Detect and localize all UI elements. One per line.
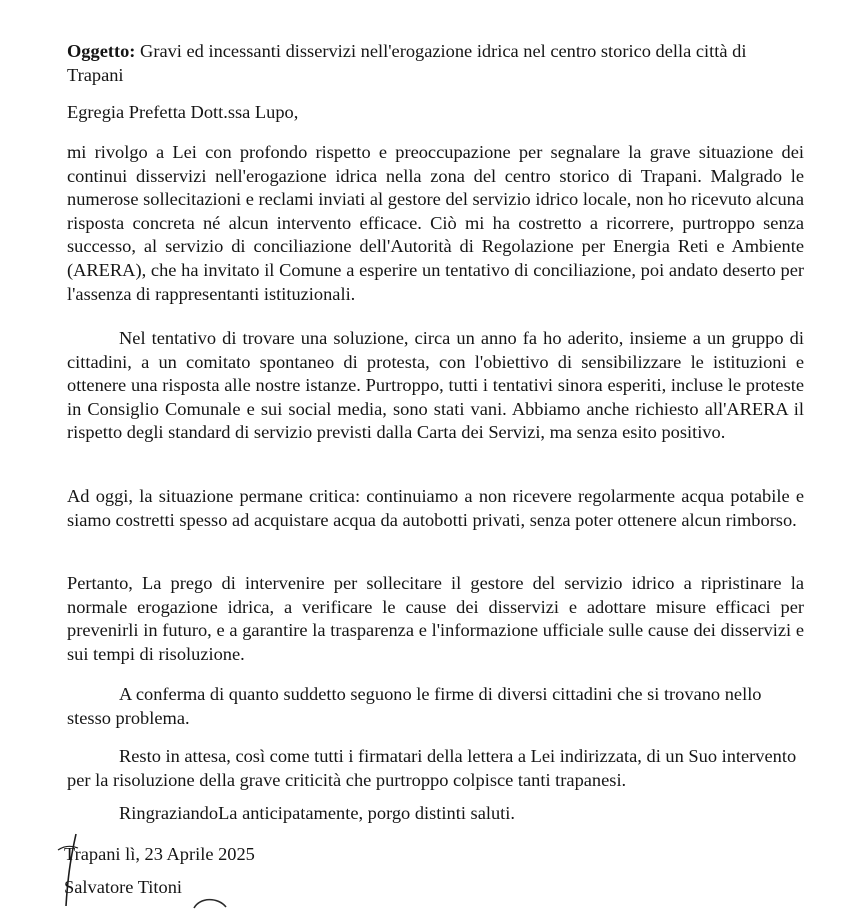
paragraph-3: Ad oggi, la situazione permane critica: continuiamo a non ricevere regolarmente acqua potabile e siamo costretti spesso ad acquistare acqua da autobotti privati, senza poter ottenere alcun rimborso. xyxy=(67,486,804,530)
paragraph-5: A conferma di quanto suddetto seguono le firme di diversi cittadini che si trovano nello stesso problema. xyxy=(67,684,762,728)
paragraph-6: Resto in attesa, così come tutti i firmatari della lettera a Lei indirizzata, di un Suo intervento per la risoluzione della grave criticità che purtroppo colpisce tanti trapanesi. xyxy=(67,746,797,790)
signatory-name: Salvatore Titoni xyxy=(64,877,183,897)
closing-line: RingraziandoLa anticipatamente, porgo distinti saluti. xyxy=(119,803,515,823)
paragraph-4: Pertanto, La prego di intervenire per sollecitare il gestore del servizio idrico a ripristinare la normale erogazione idrica, a verificare le cause dei disservizi e adottare misure efficaci per prevenirli in futuro, e a garantire la trasparenza e l'informazione ufficiale sulle cause dei disservizi e sui tempi di risoluzione. xyxy=(67,573,804,664)
subject-line xyxy=(67,40,804,87)
subject-label: Oggetto: xyxy=(67,41,136,61)
paragraph-1: mi rivolgo a Lei con profondo rispetto e preoccupazione per segnalare la grave situazione dei continui disservizi nell'erogazione idrica nella zona del centro storico di Trapani. Malgrado le numerose sollecitazioni e reclami inviati al gestore del servizio idrico locale, non ho ricevuto alcuna risposta concreta né alcun intervento efficace. Ciò mi ha costretto a ricorrere, purtroppo senza successo, al servizio di conciliazione dell'Autorità di Regolazione per Energia Reti e Ambiente (ARERA), che ha invitato il Comune a esperire un tentativo di conciliazione, poi andato deserto per l'assenza di rappresentanti istituzionali. xyxy=(67,142,804,304)
place-date: Trapani lì, 23 Aprile 2025 xyxy=(64,844,255,864)
salutation: Egregia Prefetta Dott.ssa Lupo, xyxy=(67,102,299,122)
subject-text: Gravi ed incessanti disservizi nell'erogazione idrica nel centro storico della città di Trapani xyxy=(67,41,747,85)
paragraph-2: Nel tentativo di trovare una soluzione, circa un anno fa ho aderito, insieme a un gruppo di cittadini, a un comitato spontaneo di protesta, con l'obiettivo di sensibilizzare le istituzioni e ottenere una risposta alle nostre istanze. Purtroppo, tutti i tentativi sinora esperiti, incluse le proteste in Consiglio Comunale e sui social media, sono stati vani. Abbiamo anche richiesto all'ARERA il rispetto degli standard di servizio previsti dalla Carta dei Servizi, ma senza esito positivo. xyxy=(67,328,804,443)
